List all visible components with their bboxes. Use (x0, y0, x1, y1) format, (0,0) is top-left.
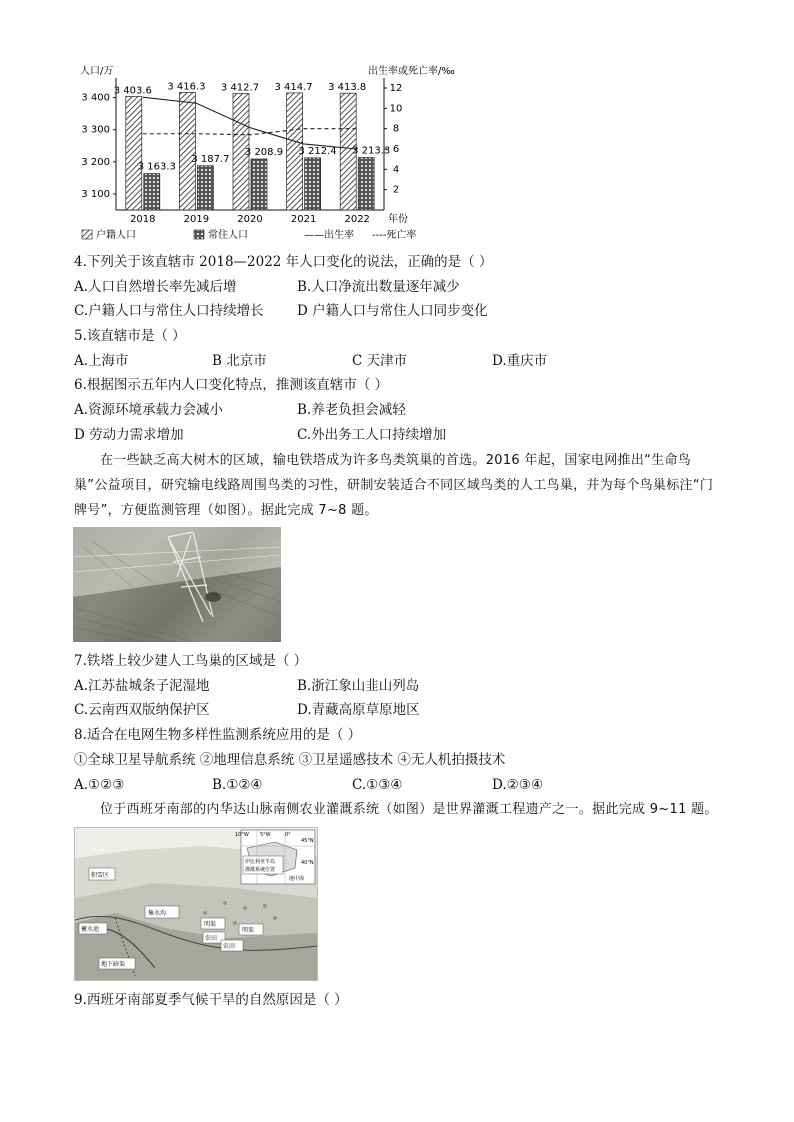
map-label-snow: 积雪区 (91, 872, 110, 879)
bar-resident-label: 3 163.3 (137, 161, 176, 173)
map-label-culvert: 地下暗渠 (101, 961, 126, 968)
map-label-canal2: 明渠 (242, 927, 255, 934)
right-tick-label: 2 (392, 184, 400, 196)
bar-resident-label: 3 213.3 (352, 145, 391, 157)
legend-swatch-resident (194, 230, 204, 239)
tower-photo-drawing (73, 527, 281, 642)
bar-household-label: 3 403.6 (113, 85, 152, 97)
legend-birth-rate: ——出生率 (304, 230, 354, 241)
right-tick-label: 6 (392, 144, 400, 155)
x-tick-label: 2021 (290, 214, 317, 225)
bar-resident (358, 158, 374, 210)
legend-household: 户籍人口 (96, 230, 136, 241)
q8-option-c[interactable]: C.①③④ (352, 777, 403, 793)
bar-household-label: 3 413.8 (328, 82, 367, 94)
q7-option-b[interactable]: B.浙江象山韭山列岛 (297, 678, 420, 694)
bar-resident (197, 166, 213, 210)
q4-option-c[interactable]: C.户籍人口与常住人口持续增长 (74, 303, 264, 319)
power-tower-photo (73, 527, 281, 642)
x-axis-title: 年份 (388, 214, 408, 225)
x-tick-label: 2022 (344, 214, 370, 225)
bar-household-label: 3 412.7 (220, 82, 260, 94)
map-label-field2: 农田 (223, 943, 236, 950)
map-lat2: 40°N (301, 860, 314, 866)
left-tick-label: 3 100 (81, 188, 110, 200)
map-lon3: 0° (285, 832, 291, 838)
map-lat1: 45°N (301, 838, 314, 844)
left-axis-title: 人口/万 (80, 66, 114, 77)
q4-option-a[interactable]: A.人口自然增长率先减后增 (74, 279, 237, 295)
question-4-stem: 4.下列关于该直辖市 2018—2022 年人口变化的说法，正确的是（ ） (74, 254, 493, 270)
bar-resident-label: 3 208.9 (244, 146, 284, 158)
right-tick-label: 10 (389, 103, 403, 115)
passage-bird-nests: 在一些缺乏高大树木的区域，输电铁塔成为许多鸟类筑巢的首选。2016 年起，国家电网推出“生命鸟巢”公益项目，研究输电线路周围鸟类的习性，研制安装适合不同区域鸟类的人工鸟巢，并为每个鸟巢标注“门牌号”，方便监测管理（如图）。据此完成 7~8 题。 (74, 453, 714, 518)
q5-option-b[interactable]: B 北京市 (212, 353, 267, 369)
birth-rate-line (143, 97, 357, 149)
question-6-stem: 6.根据图示五年内人口变化特点，推测该直辖市（ ） (74, 377, 389, 393)
legend-swatch-household (82, 230, 92, 239)
question-9-stem: 9.西班牙南部夏季气候干旱的自然原因是（ ） (74, 992, 348, 1008)
bar-resident (305, 158, 321, 210)
bar-household-label: 3 416.3 (167, 81, 206, 93)
q5-option-a[interactable]: A.上海市 (74, 353, 129, 369)
left-tick-label: 3 300 (81, 124, 110, 136)
question-7-stem: 7.铁塔上较少建人工鸟巢的区域是（ ） (74, 653, 308, 669)
q6-option-d[interactable]: D 劳动力需求增加 (74, 427, 184, 443)
q8-option-d[interactable]: D.②③④ (492, 777, 543, 793)
legend-resident: 常住人口 (208, 230, 248, 241)
left-tick-label: 3 400 (81, 92, 110, 104)
bar-household (126, 96, 142, 210)
q8-items: ①全球卫星导航系统 ②地理信息系统 ③卫星遥感技术 ④无人机拍摄技术 (74, 752, 506, 768)
q7-option-a[interactable]: A.江苏盐城条子泥湿地 (74, 678, 210, 694)
right-tick-label: 8 (392, 123, 400, 135)
q6-option-c[interactable]: C.外出务工人口持续增加 (297, 427, 447, 443)
map-label-ditch: 集水沟 (148, 910, 167, 917)
x-tick-label: 2020 (237, 214, 263, 225)
map-lon2: 5°W (260, 832, 271, 838)
question-5-stem: 5.该直辖市是（ ） (74, 328, 186, 344)
bar-resident (251, 159, 267, 210)
q6-option-b[interactable]: B.养老负担会减轻 (297, 402, 406, 418)
map-label-pond: 蓄水池 (81, 926, 100, 933)
bar-household-label: 3 414.7 (274, 81, 313, 93)
bar-resident-label: 3 187.7 (191, 153, 230, 165)
bar-resident (144, 174, 160, 210)
x-tick-label: 2018 (130, 214, 156, 225)
irrigation-map-drawing (75, 828, 317, 980)
map-lon1: 10°W (235, 832, 249, 838)
passage-irrigation: 位于西班牙南部的内华达山脉南侧农业灌溉系统（如图）是世界灌溉工程遗产之一。据此完成 9~11 题。 (100, 802, 718, 817)
q7-option-d[interactable]: D.青藏高原草原地区 (297, 702, 420, 718)
irrigation-map (74, 827, 318, 981)
q4-option-b[interactable]: B.人口净流出数量逐年减少 (297, 279, 460, 295)
population-chart (72, 60, 472, 242)
right-axis-title: 出生率或死亡率/‰ (368, 66, 455, 77)
q8-option-b[interactable]: B.①②④ (212, 777, 263, 793)
bar-resident-label: 3 212.4 (298, 145, 337, 157)
q6-option-a[interactable]: A.资源环境承载力会减小 (74, 402, 224, 418)
map-sea: 地中海 (289, 876, 305, 882)
map-inset-label1: 伊比利亚半岛 (245, 859, 276, 865)
q7-option-c[interactable]: C.云南西双版纳保护区 (74, 702, 210, 718)
right-tick-label: 4 (392, 164, 400, 176)
right-tick-label: 12 (389, 83, 403, 94)
question-8-stem: 8.适合在电网生物多样性监测系统应用的是（ ） (74, 727, 362, 743)
map-label-field1: 农田 (205, 935, 218, 942)
q8-option-a[interactable]: A.①②③ (74, 777, 125, 793)
map-inset-label2: 灌溉系统位置 (245, 867, 276, 873)
q5-option-d[interactable]: D.重庆市 (492, 353, 548, 369)
map-label-canal1: 明渠 (204, 921, 217, 928)
bar-household (179, 92, 195, 210)
x-tick-label: 2019 (183, 214, 210, 225)
death-rate-line (143, 129, 357, 135)
legend-death-rate: ----死亡率 (372, 230, 417, 241)
q4-option-d[interactable]: D 户籍人口与常住人口同步变化 (297, 303, 488, 319)
left-tick-label: 3 200 (81, 156, 110, 168)
q5-option-c[interactable]: C 天津市 (352, 353, 408, 369)
